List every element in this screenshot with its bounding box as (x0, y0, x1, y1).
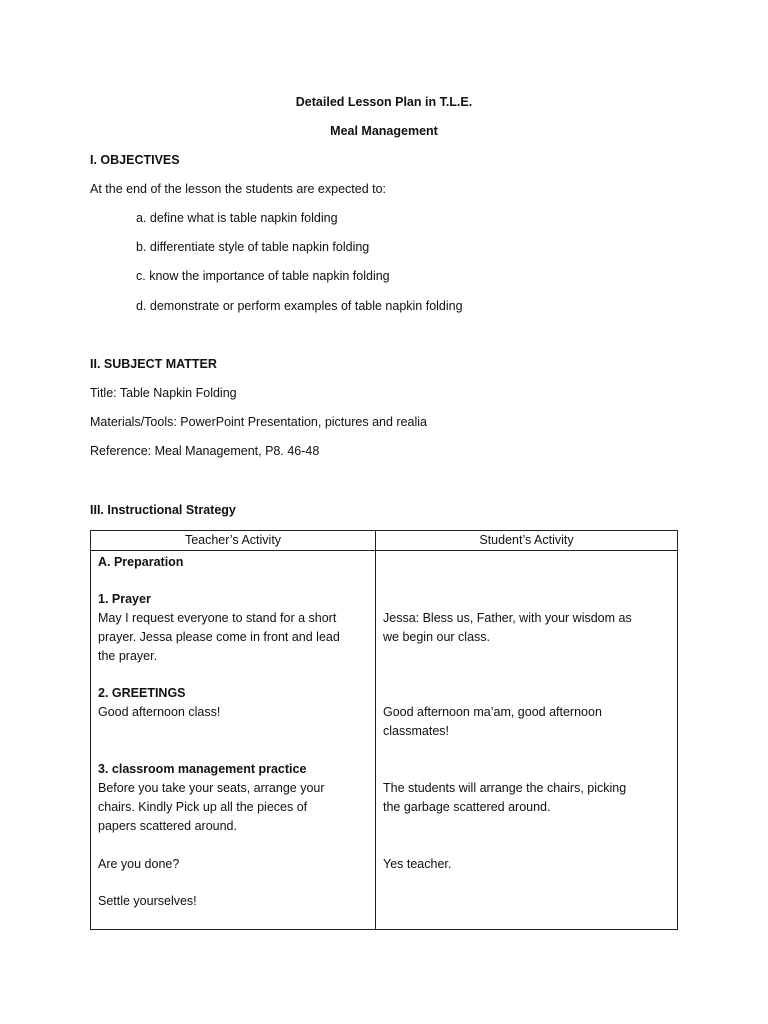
student-line: the garbage scattered around. (383, 800, 551, 814)
teacher-line: May I request everyone to stand for a short (98, 611, 337, 625)
objectives-heading: I. OBJECTIVES (90, 153, 180, 167)
student-line: Yes teacher. (383, 857, 452, 871)
student-line: classmates! (383, 724, 449, 738)
objective-item: b. differentiate style of table napkin folding (136, 240, 370, 254)
strategy-heading: III. Instructional Strategy (90, 503, 236, 517)
student-line: Good afternoon ma’am, good afternoon (383, 705, 602, 719)
management-heading: 3. classroom management practice (98, 762, 307, 776)
teacher-line: chairs. Kindly Pick up all the pieces of (98, 800, 308, 814)
subject-materials: Materials/Tools: PowerPoint Presentation, pictures and realia (90, 415, 427, 429)
subject-matter-heading: II. SUBJECT MATTER (90, 357, 217, 371)
teacher-line: the prayer. (98, 649, 158, 663)
page-title: Detailed Lesson Plan in T.L.E. (295, 95, 473, 109)
strategy-table (90, 530, 678, 930)
student-line: Jessa: Bless us, Father, with your wisdom as (383, 611, 632, 625)
student-line: The students will arrange the chairs, picking (383, 781, 627, 795)
objectives-intro: At the end of the lesson the students are expected to: (90, 182, 387, 196)
subject-title: Title: Table Napkin Folding (90, 386, 237, 400)
teacher-line: Settle yourselves! (98, 894, 197, 908)
subject-reference: Reference: Meal Management, P8. 46-48 (90, 444, 320, 458)
greetings-heading: 2. GREETINGS (98, 686, 186, 700)
objective-item: d. demonstrate or perform examples of table napkin folding (136, 299, 463, 313)
objective-item: a. define what is table napkin folding (136, 211, 338, 225)
student-activity-cell (376, 551, 678, 930)
teacher-line: Good afternoon class! (98, 705, 221, 719)
prayer-heading: 1. Prayer (98, 592, 151, 606)
column-header-student: Student’s Activity (376, 531, 678, 551)
teacher-line: prayer. Jessa please come in front and lead (98, 630, 340, 644)
student-line: we begin our class. (383, 630, 491, 644)
teacher-activity-cell (91, 551, 376, 930)
page-subtitle: Meal Management (330, 124, 438, 138)
teacher-line: Are you done? (98, 857, 180, 871)
column-header-teacher: Teacher’s Activity (91, 531, 376, 551)
objective-item: c. know the importance of table napkin folding (136, 269, 390, 283)
preparation-heading: A. Preparation (98, 555, 184, 569)
teacher-line: Before you take your seats, arrange your (98, 781, 325, 795)
teacher-line: papers scattered around. (98, 819, 237, 833)
